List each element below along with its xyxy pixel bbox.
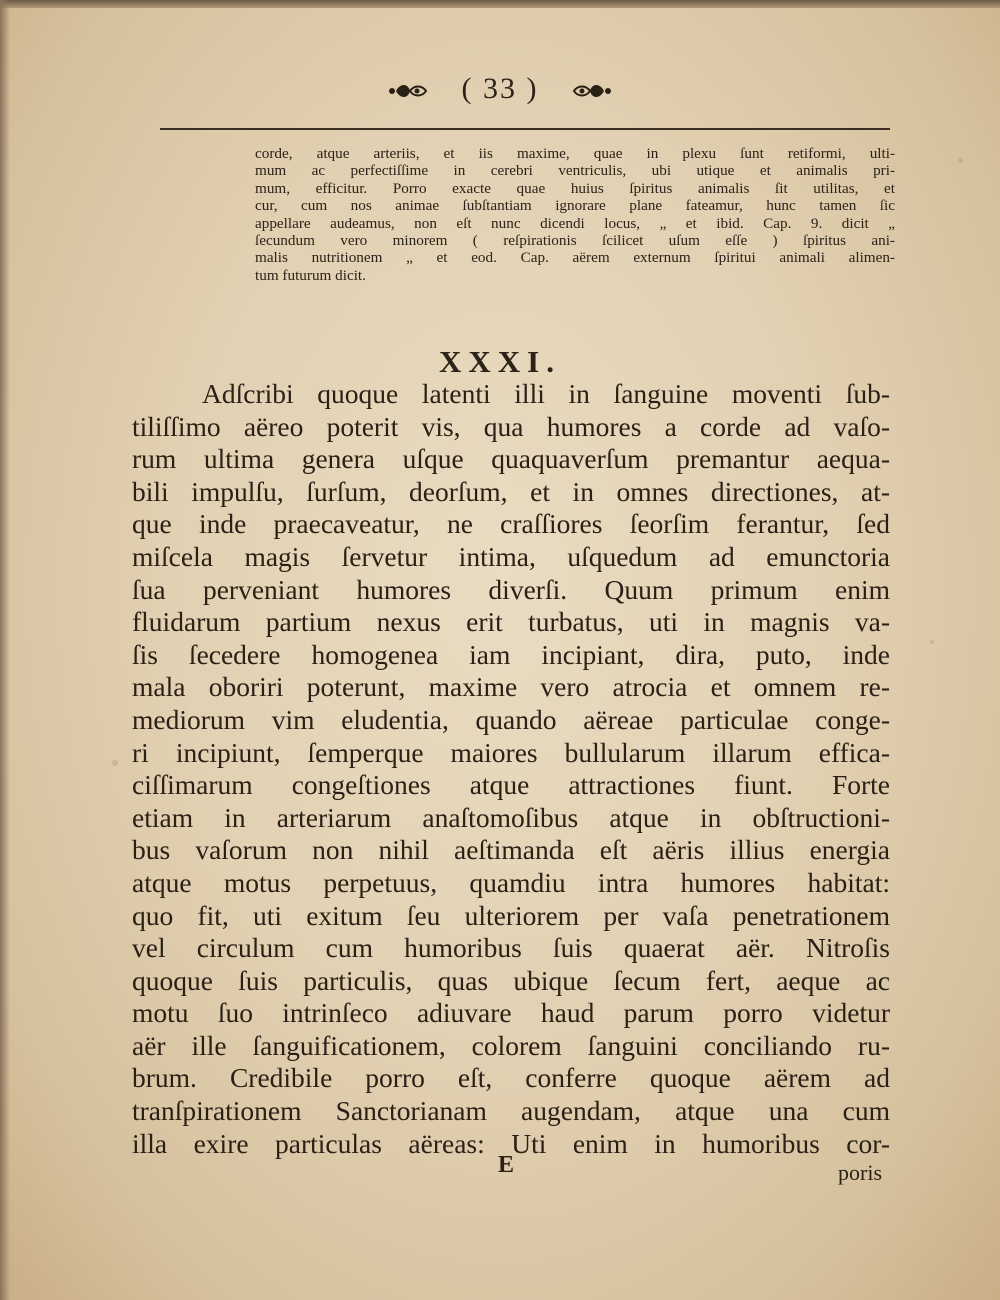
body-line: ſua perveniant humores diverſi. Quum primum enim (132, 573, 890, 605)
body-line: illa exire particulas aëreas: Uti enim in humoribus cor- (132, 1127, 890, 1159)
footnote-line: appellare audeamus, non eſt nunc dicendi locus, „ et ibid. Cap. 9. dicit „ (255, 214, 895, 232)
body-line: motu ſuo intrinſeco adiuvare haud parum porro videtur (132, 997, 890, 1029)
body-line: bus vaſorum non nihil aeſtimanda eſt aëris illius energia (132, 834, 890, 866)
body-line: tranſpirationem Sanctorianam augendam, atque una cum (132, 1095, 890, 1127)
body-line: ri incipiunt, ſemperque maiores bullularum illarum effica- (132, 736, 890, 768)
paper-spot (958, 158, 963, 163)
footnote-block (255, 145, 895, 284)
footnote-line: malis nutritionem „ et eod. Cap. aërem externum ſpiritui animali alimen- (255, 249, 895, 267)
body-line: rum ultima genera uſque quaquaverſum premantur aequa- (132, 443, 890, 475)
floral-ornament-icon (386, 77, 430, 101)
footnote-line: cur, cum nos animae ſubſtantiam ignorare plane fateamur, hunc tamen ſic (255, 197, 895, 215)
body-line: tiliſſimo aëreo poterit vis, qua humores a corde ad vaſo- (132, 410, 890, 442)
body-line: etiam in arteriarum anaſtomoſibus atque in obſtructioni- (132, 801, 890, 833)
paper-spot (112, 760, 118, 766)
page-top-edge (0, 0, 1000, 8)
body-line: mediorum vim eludentia, quando aëreae particulae conge- (132, 703, 890, 735)
page-binding-shadow (0, 0, 10, 1300)
body-line: ciſſimarum congeſtiones atque attractiones fiunt. Forte (132, 769, 890, 801)
body-paragraph (132, 378, 890, 1160)
body-line: miſcela magis ſervetur intima, uſquedum ad emunctoria (132, 540, 890, 572)
body-line: aër ille ſanguificationem, colorem ſanguini conciliando ru- (132, 1029, 890, 1061)
body-line: fluidarum partium nexus erit turbatus, uti in magnis va- (132, 606, 890, 638)
body-line: quo fit, uti exitum ſeu ulteriorem per vaſa penetrationem (132, 899, 890, 931)
floral-ornament-icon (570, 77, 614, 101)
body-line: mala oboriri poterunt, maxime vero atrocia et omnem re- (132, 671, 890, 703)
footnote-line: corde, atque arteriis, et iis maxime, quae in plexu ſunt retiformi, ulti- (255, 145, 895, 162)
footnote-line: tum futurum dicit. (255, 266, 366, 284)
body-line: Adſcribi quoque latenti illi in ſanguine moventi ſub- (202, 378, 890, 409)
body-line: brum. Credibile porro eſt, conferre quoque aërem ad (132, 1062, 890, 1094)
body-line: atque motus perpetuus, quamdiu intra humores habitat: (132, 866, 890, 898)
body-line: ſis ſecedere homogenea iam incipiant, dira, puto, inde (132, 638, 890, 670)
page-number: ( 33 ) (461, 72, 539, 106)
footnote-line: mum ac perfectiſſime in cerebri ventriculis, ubi utique et animalis pri- (255, 162, 895, 180)
header-rule (160, 128, 890, 130)
body-line: vel circulum cum humoribus ſuis quaerat aër. Nitroſis (132, 932, 890, 964)
catchword: poris (838, 1160, 882, 1185)
body-line: quoque ſuis particulis, quas ubique ſecum fert, aeque ac (132, 964, 890, 996)
section-heading: XXXI. (439, 344, 561, 379)
page-header (0, 70, 1000, 106)
signature-mark: E (498, 1152, 515, 1178)
body-line: bili impulſu, ſurſum, deorſum, et in omnes directiones, at- (132, 475, 890, 507)
paper-spot (930, 640, 934, 644)
footnote-line: mum, efficitur. Porro exacte quae huius ſpiritus animalis ſit utilitas, et (255, 179, 895, 197)
body-line: que inde praecaveatur, ne craſſiores ſeorſim ferantur, ſed (132, 508, 890, 540)
footnote-line: ſecundum vero minorem ( reſpirationis ſcilicet uſum eſſe ) ſpiritus ani- (255, 232, 895, 250)
